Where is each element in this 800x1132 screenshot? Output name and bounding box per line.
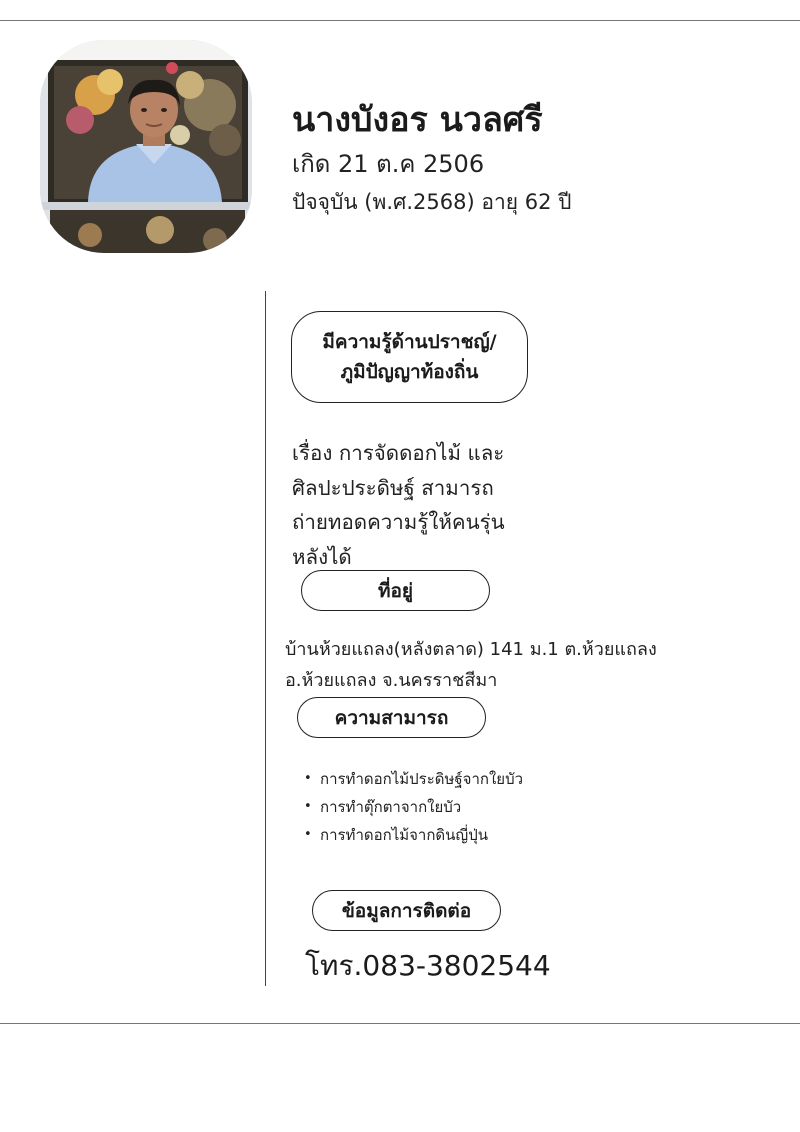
- birth-date: เกิด 21 ต.ค 2506: [292, 150, 485, 178]
- bottom-rule: [0, 1023, 800, 1024]
- skills-heading: [297, 697, 486, 738]
- knowledge-line: หลังได้: [292, 544, 352, 569]
- knowledge-line: ถ่ายทอดความรู้ให้คนรุ่น: [292, 510, 505, 534]
- knowledge-line: ศิลปะประดิษฐ์ สามารถ: [292, 475, 494, 500]
- skills-list: [302, 766, 523, 850]
- address-text: [285, 634, 657, 696]
- vertical-divider: [265, 291, 266, 986]
- contact-heading: [312, 890, 501, 931]
- contact-heading-label: ข้อมูลการติดต่อ: [341, 899, 472, 922]
- knowledge-line: เรื่อง การจัดดอกไม้ และ: [292, 441, 505, 465]
- current-age: ปัจจุบัน (พ.ศ.2568) อายุ 62 ปี: [292, 190, 572, 214]
- address-heading: [301, 570, 490, 611]
- phone-number[interactable]: โทร.083-3802544: [305, 949, 551, 982]
- top-rule: [0, 20, 800, 21]
- address-line: อ.ห้วยแถลง จ.นครราชสีมา: [285, 670, 498, 691]
- list-item: • การทำตุ๊กตาจากใยบัว: [302, 794, 523, 822]
- profile-photo: [40, 40, 252, 253]
- knowledge-heading: [291, 311, 528, 403]
- knowledge-text: [292, 436, 505, 574]
- skills-heading-label: ความสามารถ: [334, 706, 449, 729]
- address-heading-label: ที่อยู่: [377, 579, 414, 602]
- knowledge-heading-line1: มีความรู้ด้านปราชญ์/: [322, 331, 497, 353]
- list-item: • การทำดอกไม้ประดิษฐ์จากใยบัว: [302, 766, 523, 794]
- person-name: นางบังอร นวลศรี: [292, 100, 543, 140]
- list-item: • การทำดอกไม้จากดินญี่ปุ่น: [302, 822, 523, 850]
- knowledge-heading-line2: ภูมิปัญญาท้องถิ่น: [340, 361, 479, 383]
- address-line: บ้านห้วยแถลง(หลังตลาด) 141 ม.1 ต.ห้วยแถลง: [285, 639, 657, 660]
